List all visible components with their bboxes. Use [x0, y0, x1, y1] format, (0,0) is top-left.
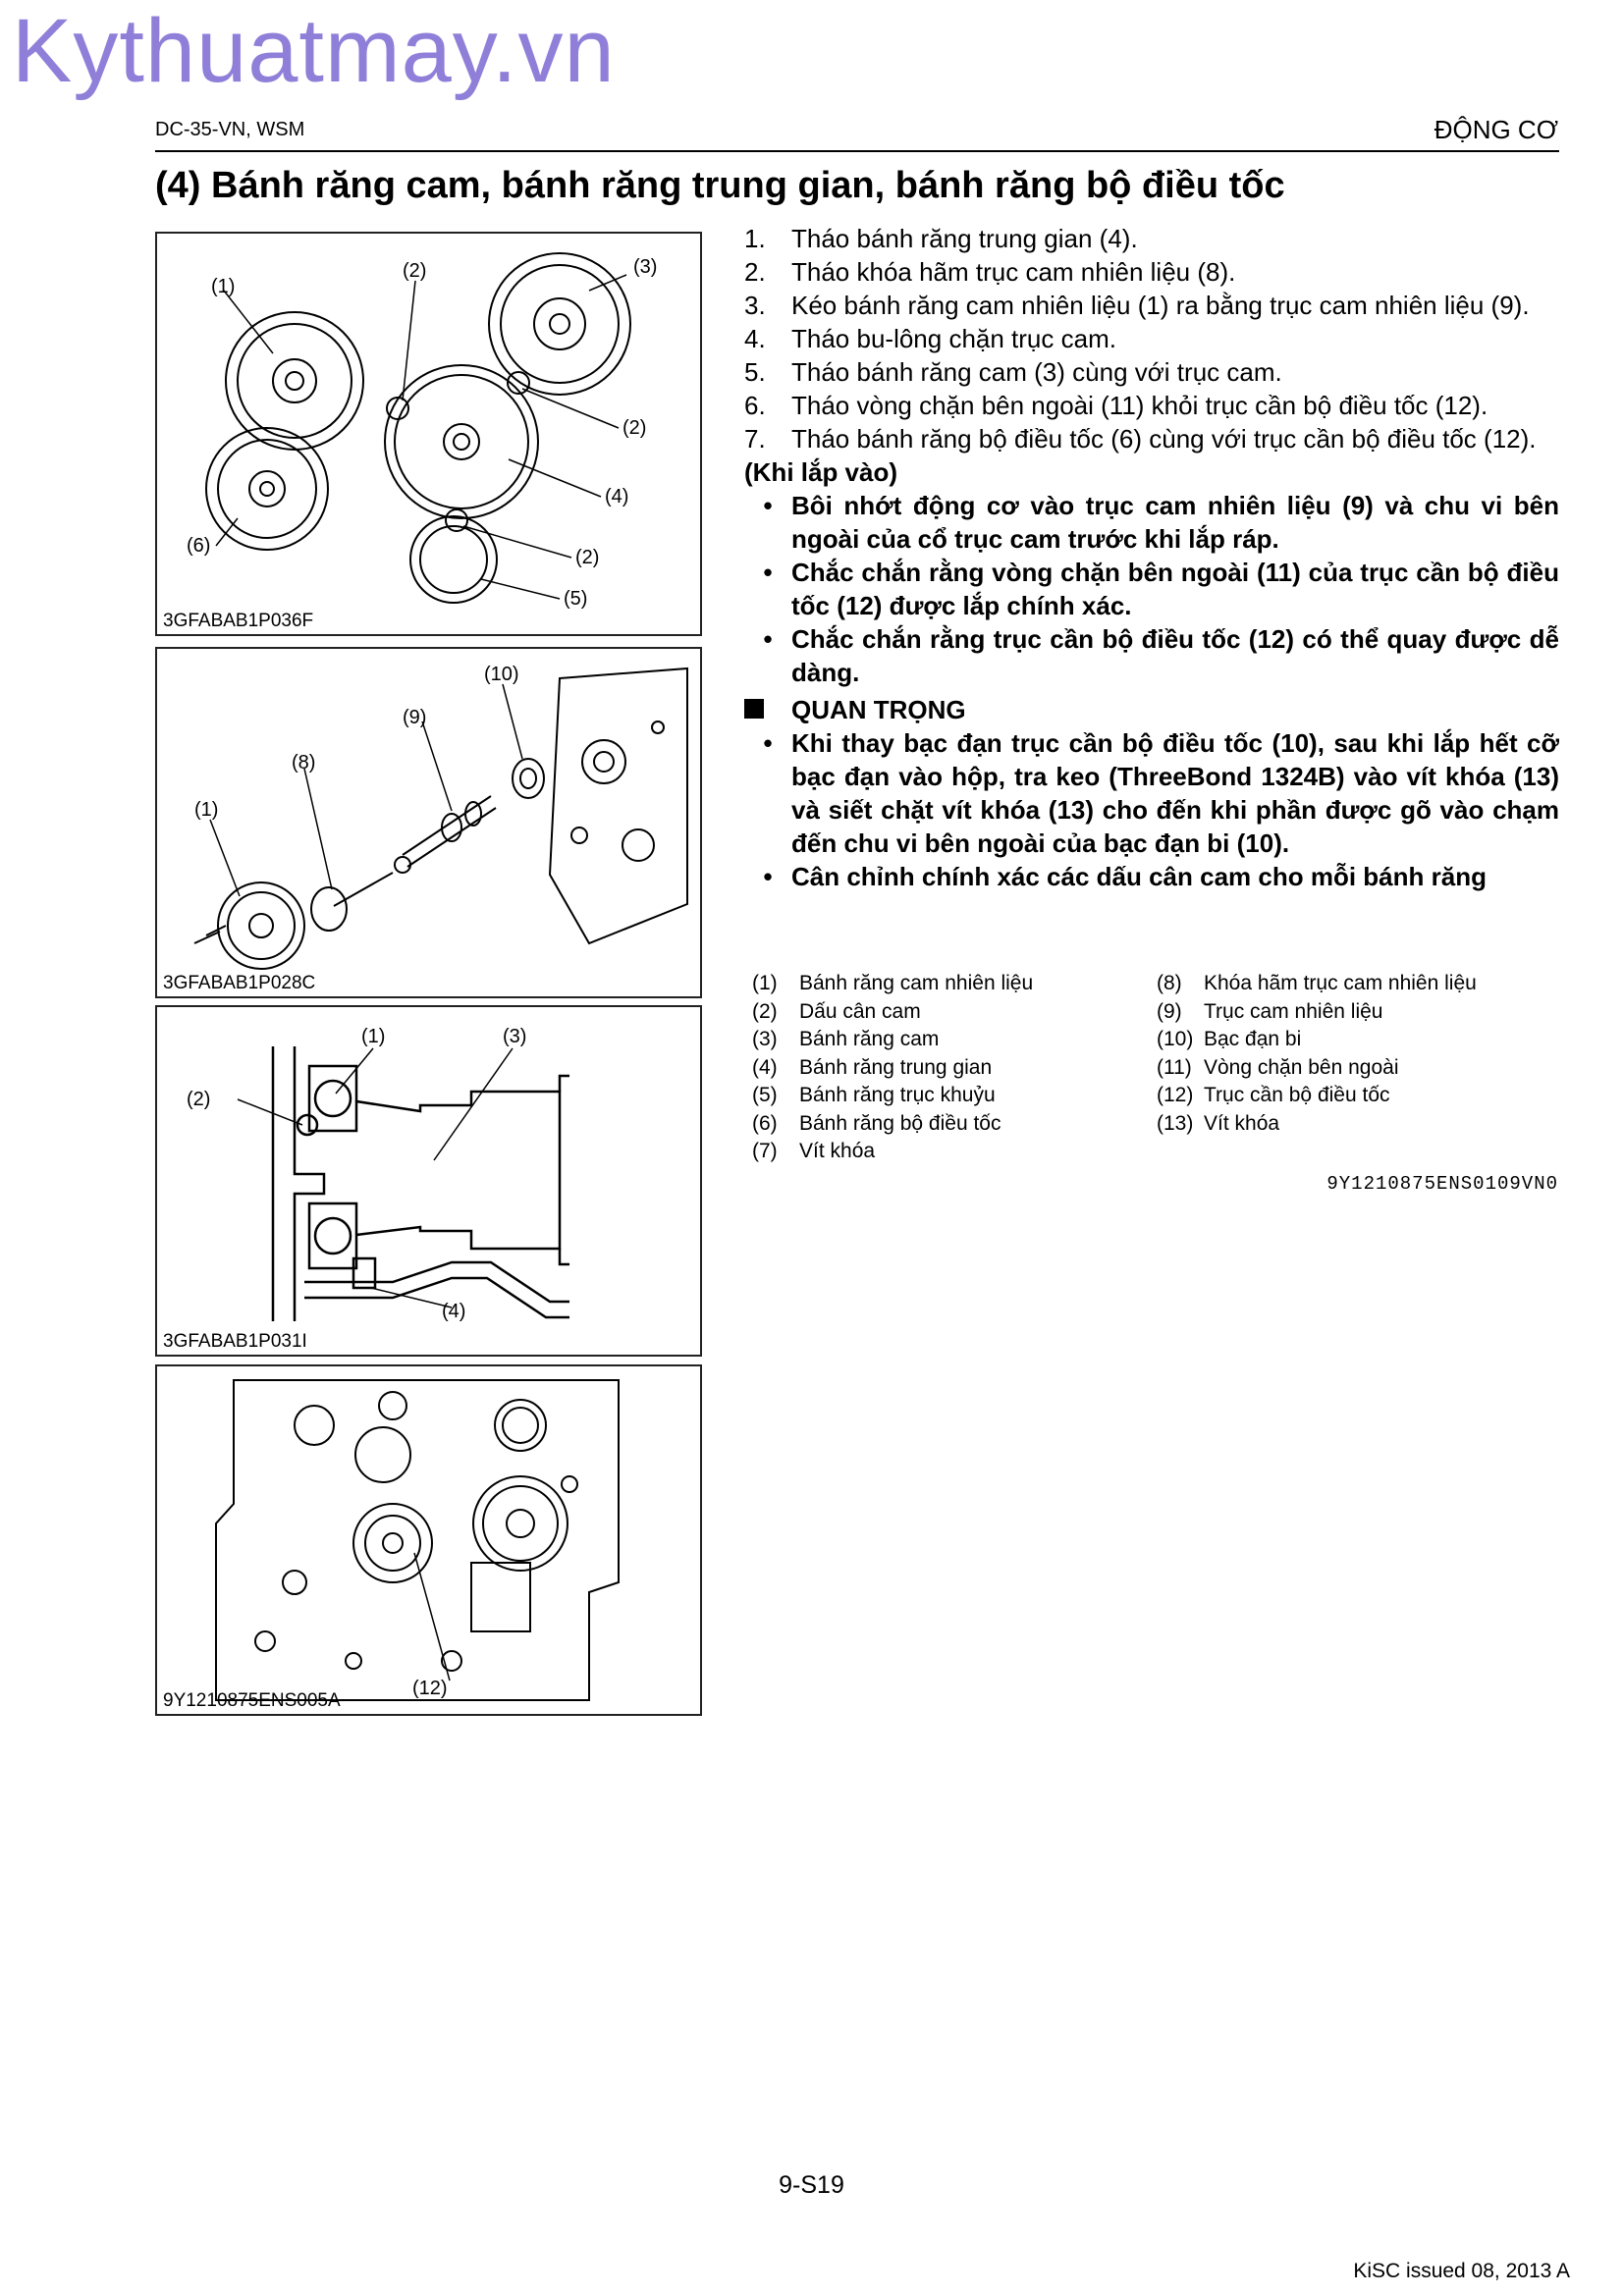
- bullet-text: Cân chỉnh chính xác các dấu cân cam cho mỗi bánh răng: [791, 862, 1487, 891]
- step-item: [744, 289, 1559, 322]
- figure2-callout: (8): [292, 752, 316, 774]
- important-heading: QUAN TRỌNG: [791, 695, 966, 724]
- legend-item: [752, 1138, 1033, 1166]
- legend-text: Dấu cân cam: [799, 999, 921, 1023]
- figure2-callout: (10): [484, 664, 519, 685]
- step-text: Tháo bánh răng cam (3) cùng với trục cam.: [791, 357, 1282, 387]
- step-item: [744, 422, 1559, 455]
- legend-item: [752, 1110, 1033, 1139]
- figure1-callout: (6): [187, 535, 211, 557]
- square-bullet-icon: [744, 693, 791, 726]
- gear-train-illustration: [157, 234, 700, 634]
- legend-text: Bánh răng trung gian: [799, 1055, 993, 1079]
- step-text: Kéo bánh răng cam nhiên liệu (1) ra bằng trục cam nhiên liệu (9).: [791, 291, 1530, 320]
- reassembly-bullet: [744, 622, 1559, 689]
- step-number: 7.: [744, 424, 766, 454]
- legend-number: (4): [752, 1055, 778, 1079]
- bullet-icon: •: [763, 728, 773, 758]
- important-bullet: [744, 860, 1559, 893]
- bullet-icon: •: [763, 491, 773, 520]
- figure2-callout: (1): [194, 799, 219, 821]
- legend-item: [752, 998, 1033, 1027]
- figure1-callout: (2): [622, 417, 647, 439]
- step-number: 1.: [744, 224, 766, 253]
- legend-number: (10): [1157, 1028, 1194, 1050]
- step-item: [744, 389, 1559, 422]
- step-text: Tháo vòng chặn bên ngoài (11) khỏi trục cần bộ điều tốc (12).: [791, 391, 1488, 420]
- legend-text: Vít khóa: [799, 1140, 876, 1162]
- legend-item: [1157, 1082, 1477, 1110]
- legend-text: Vít khóa: [1204, 1111, 1280, 1135]
- bullet-text: Bôi nhớt động cơ vào trục cam nhiên liệu (9) và chu vi bên ngoài của cổ trục cam trước khi lắp ráp.: [791, 491, 1559, 554]
- doc-code: DC-35-VN, WSM: [155, 119, 305, 140]
- legend-text: Bạc đạn bi: [1204, 1028, 1302, 1050]
- legend-text: Bánh răng cam nhiên liệu: [799, 972, 1034, 994]
- figure-cross-section: [155, 1005, 702, 1357]
- legend-number: (6): [752, 1111, 778, 1135]
- legend-item: [752, 1026, 1033, 1054]
- legend-text: Trục cần bộ điều tốc: [1204, 1084, 1390, 1106]
- camshaft-exploded-illustration: [157, 649, 700, 996]
- legend-number: (2): [752, 999, 778, 1023]
- step-number: 2.: [744, 257, 766, 287]
- legend-number: (7): [752, 1140, 778, 1162]
- legend-text: Khóa hãm trục cam nhiên liệu: [1204, 972, 1477, 994]
- reference-code: 9Y1210875ENS0109VN0: [1326, 1173, 1558, 1195]
- step-item: [744, 222, 1559, 255]
- figure-gear-train: [155, 232, 702, 636]
- chapter-title: ĐỘNG CƠ: [1434, 115, 1558, 144]
- bullet-text: Chắc chắn rằng vòng chặn bên ngoài (11) của trục cần bộ điều tốc (12) được lắp chính xác.: [791, 558, 1559, 620]
- figure1-callout: (3): [633, 256, 658, 278]
- legend-left: [752, 970, 1033, 1166]
- legend-item: [1157, 998, 1477, 1027]
- legend-number: (12): [1157, 1084, 1194, 1106]
- cross-section-illustration: [157, 1007, 700, 1355]
- legend-number: (8): [1157, 972, 1182, 994]
- step-number: 5.: [744, 357, 766, 387]
- step-number: 6.: [744, 391, 766, 420]
- procedure-text: [744, 222, 1559, 893]
- figure3-callout: (4): [442, 1301, 466, 1322]
- legend-item: [1157, 1110, 1477, 1139]
- important-bullet: [744, 726, 1559, 860]
- step-item: [744, 255, 1559, 289]
- step-text: Tháo bánh răng trung gian (4).: [791, 224, 1138, 253]
- figure-camshaft-exploded: [155, 647, 702, 998]
- issue-info: KiSC issued 08, 2013 A: [1353, 2260, 1570, 2282]
- legend-text: Bánh răng bộ điều tốc: [799, 1111, 1001, 1135]
- legend-number: (5): [752, 1084, 778, 1106]
- bullet-text: Khi thay bạc đạn trục cần bộ điều tốc (10), sau khi lắp hết cỡ bạc đạn vào hộp, tra keo (ThreeBond 1324B) vào vít khóa (13) và siết chặt vít khóa (13) cho đến khi phần được gõ vào chạm đến chu vi bên ngoài của bạc đạn bi (10).: [791, 728, 1559, 858]
- bullet-text: Chắc chắn rằng trục cần bộ điều tốc (12) có thể quay được dễ dàng.: [791, 624, 1559, 687]
- legend-right: [1157, 970, 1477, 1138]
- legend-number: (3): [752, 1028, 778, 1050]
- legend-item: [1157, 970, 1477, 998]
- figure1-callout: (2): [575, 547, 600, 568]
- figure-caption: 9Y1210875ENS005A: [163, 1690, 341, 1711]
- figure3-callout: (1): [361, 1026, 386, 1047]
- step-item: [744, 322, 1559, 355]
- watermark-logo: Kythuatmay.vn: [12, 1, 616, 101]
- section-title: (4) Bánh răng cam, bánh răng trung gian, bánh răng bộ điều tốc: [155, 165, 1285, 206]
- figure4-callout: (12): [412, 1678, 448, 1699]
- step-number: 4.: [744, 324, 766, 353]
- figure1-callout: (1): [211, 276, 236, 297]
- legend-number: (13): [1157, 1111, 1194, 1135]
- step-text: Tháo bánh răng bộ điều tốc (6) cùng với trục cần bộ điều tốc (12).: [791, 424, 1537, 454]
- figure-caption: 3GFABAB1P036F: [163, 611, 314, 631]
- legend-item: [1157, 1026, 1477, 1054]
- reassembly-bullet: [744, 489, 1559, 556]
- bullet-icon: •: [763, 624, 773, 654]
- reassembly-heading: (Khi lắp vào): [744, 457, 898, 487]
- figure1-callout: (5): [564, 588, 588, 610]
- figure-caption: 3GFABAB1P028C: [163, 973, 316, 993]
- legend-number: (9): [1157, 999, 1182, 1023]
- bullet-icon: •: [763, 862, 773, 891]
- page-number: 9-S19: [779, 2171, 844, 2199]
- legend-number: (1): [752, 972, 778, 994]
- figure2-callout: (9): [403, 707, 427, 728]
- header-divider: [155, 150, 1559, 152]
- legend-item: [752, 1082, 1033, 1110]
- step-text: Tháo khóa hãm trục cam nhiên liệu (8).: [791, 257, 1236, 287]
- legend-text: Vòng chặn bên ngoài: [1204, 1055, 1399, 1079]
- figure3-callout: (2): [187, 1089, 211, 1110]
- figure-engine-front: [155, 1364, 702, 1716]
- figure1-callout: (2): [403, 260, 427, 282]
- figure-caption: 3GFABAB1P031I: [163, 1331, 307, 1352]
- step-item: [744, 355, 1559, 389]
- engine-front-illustration: [157, 1366, 700, 1714]
- legend-text: Bánh răng trục khuỷu: [799, 1084, 996, 1106]
- important-heading-row: [744, 693, 1559, 726]
- step-text: Tháo bu-lông chặn trục cam.: [791, 324, 1116, 353]
- legend-item: [752, 1054, 1033, 1083]
- legend-item: [1157, 1054, 1477, 1083]
- reassembly-bullet: [744, 556, 1559, 622]
- step-number: 3.: [744, 291, 766, 320]
- legend-text: Bánh răng cam: [799, 1028, 940, 1050]
- legend-number: (11): [1157, 1055, 1192, 1079]
- figure1-callout: (4): [605, 486, 629, 507]
- legend-text: Trục cam nhiên liệu: [1204, 999, 1383, 1023]
- figure3-callout: (3): [503, 1026, 527, 1047]
- bullet-icon: •: [763, 558, 773, 587]
- legend-item: [752, 970, 1033, 998]
